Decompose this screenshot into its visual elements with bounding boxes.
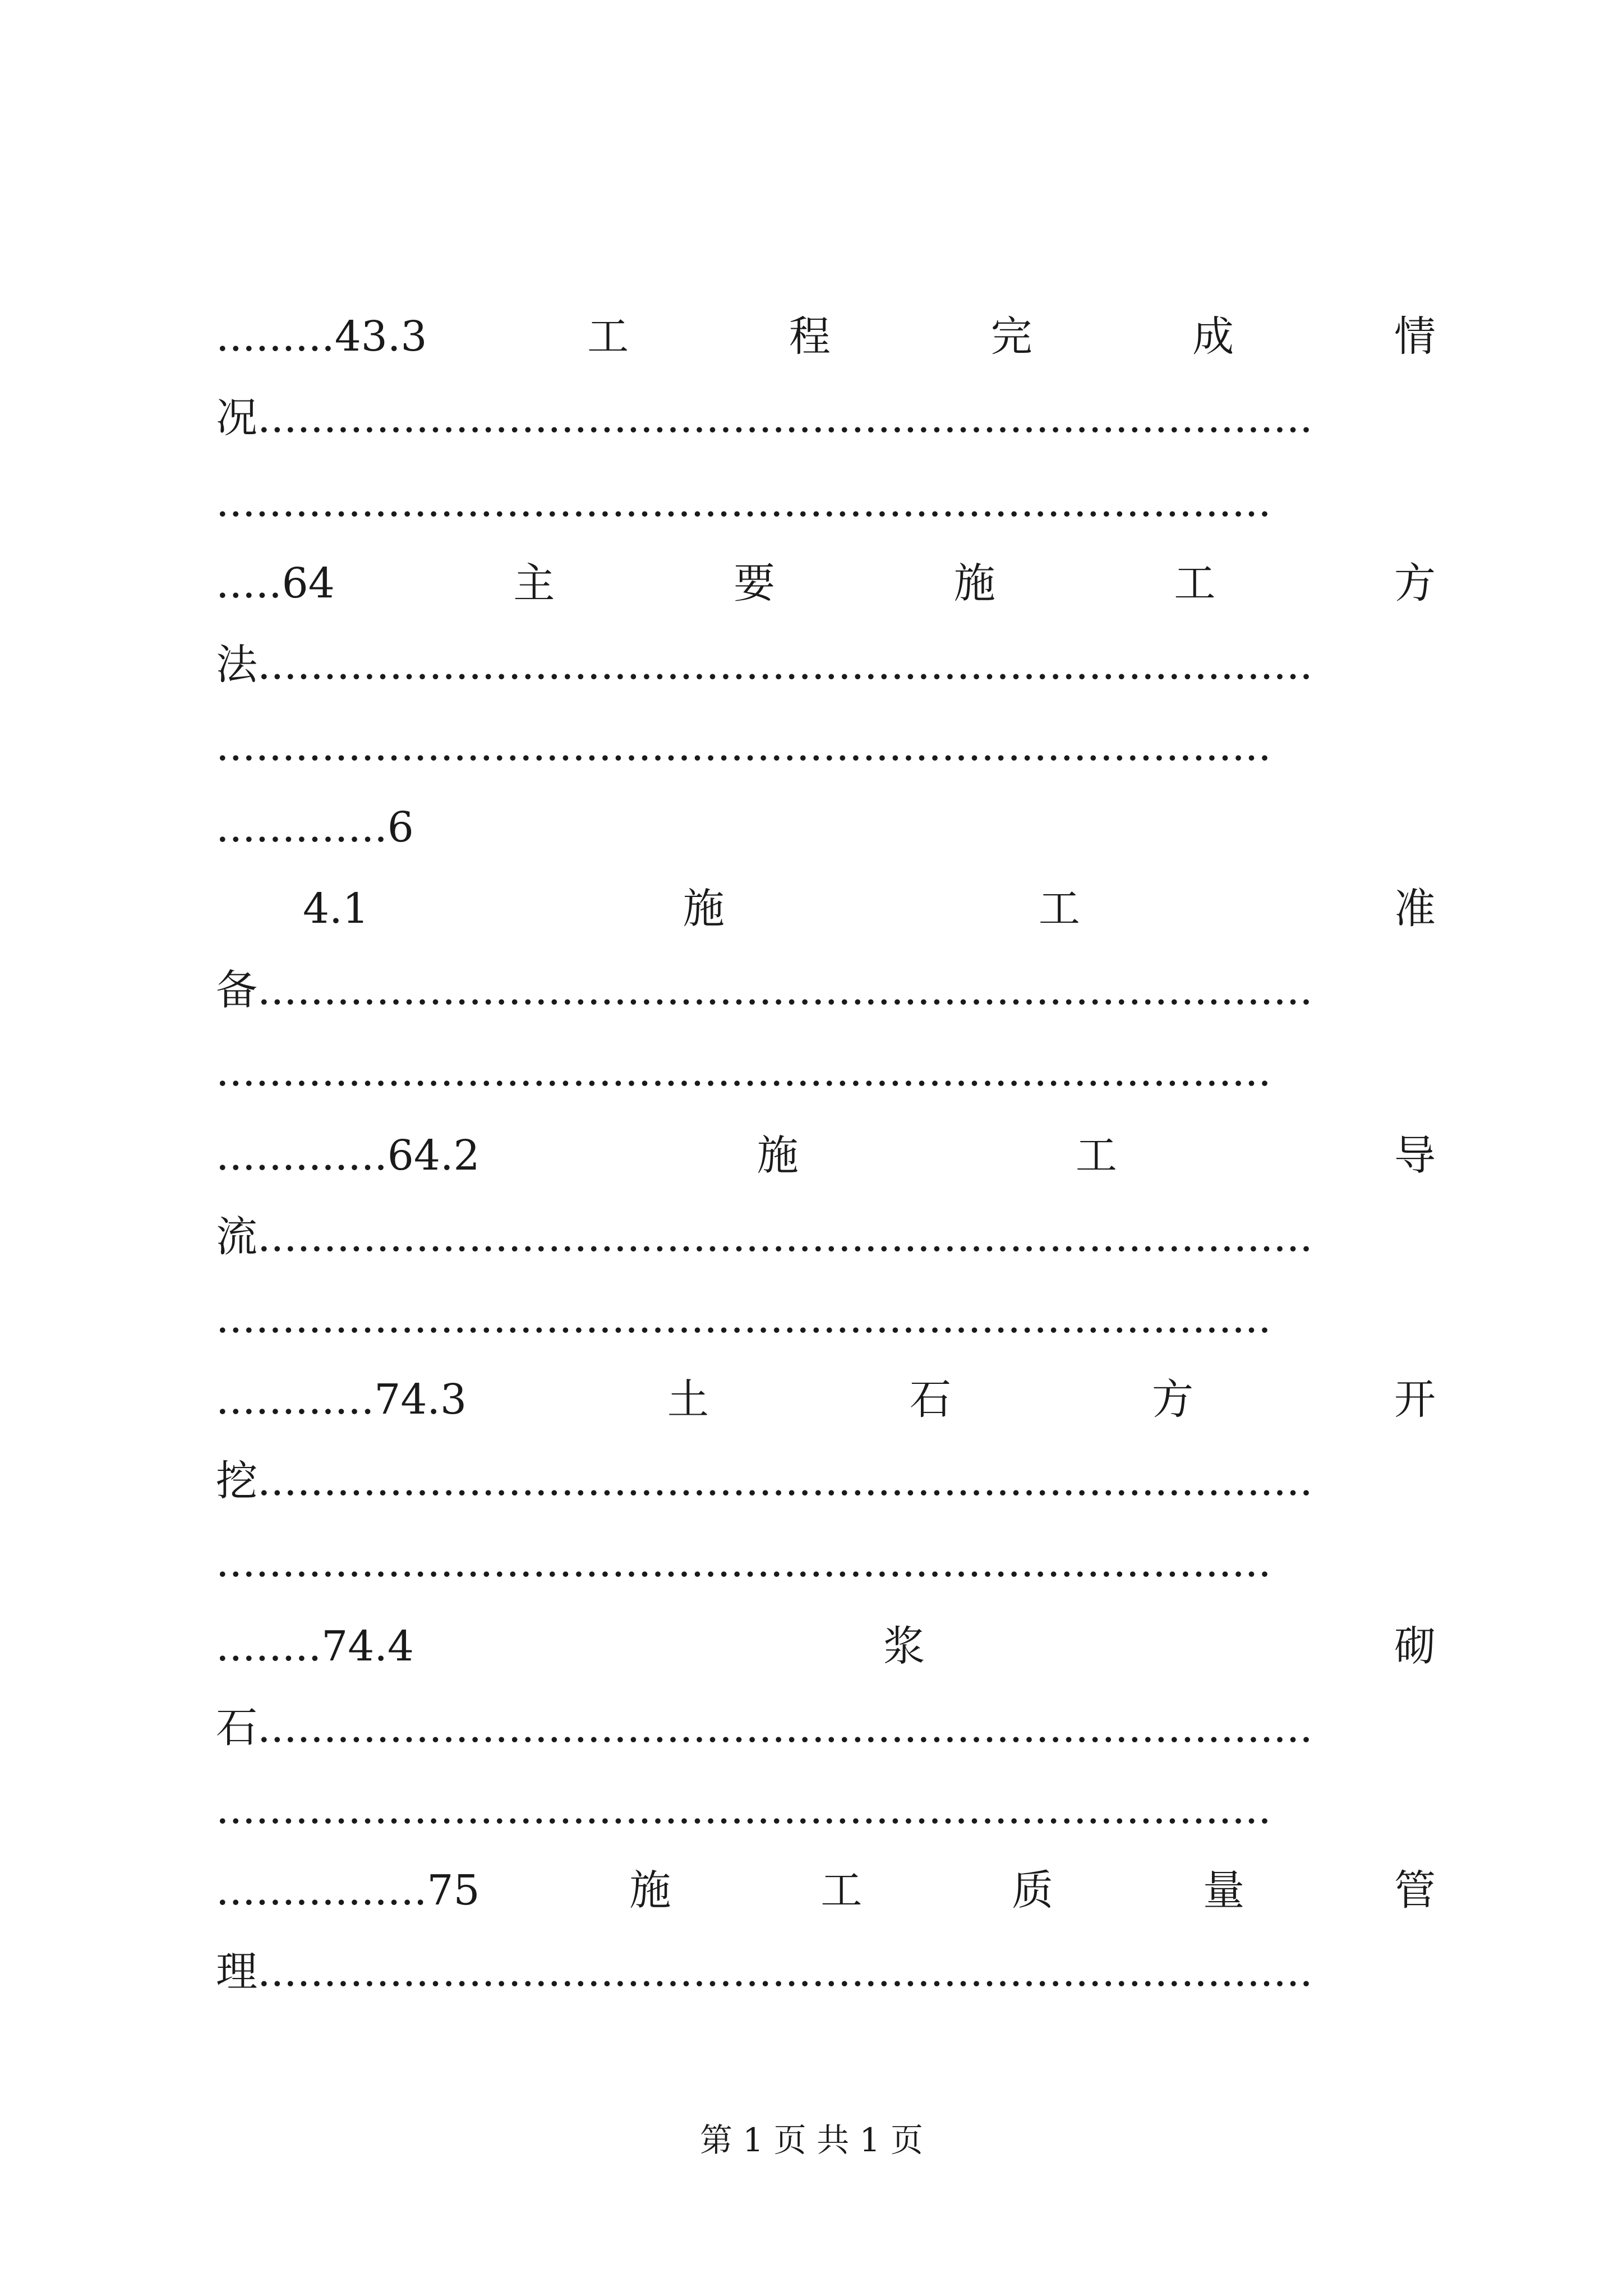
toc-line	[216, 959, 1436, 1021]
toc-line	[216, 1041, 1436, 1102]
toc-word: 要	[734, 559, 776, 608]
toc-word: 方	[1394, 559, 1436, 608]
toc-line	[216, 1778, 1436, 1840]
toc-line	[303, 878, 1436, 940]
dot-leader: ................................................................................	[257, 1704, 1313, 1752]
toc-word: 工	[1038, 885, 1080, 933]
toc-lead: ................75	[216, 1866, 480, 1915]
toc-word: 砌	[1394, 1622, 1436, 1671]
toc-word: 完	[990, 312, 1032, 361]
dot-leader: ................................................................................	[257, 1457, 1313, 1505]
toc-line	[216, 1531, 1436, 1593]
toc-line	[216, 1125, 1436, 1186]
toc-start: 况	[216, 394, 257, 442]
toc-word: 管	[1394, 1866, 1436, 1915]
toc-line	[216, 715, 1436, 777]
toc-word: 施	[683, 885, 725, 933]
toc-word: 工	[1174, 559, 1216, 608]
toc-line	[216, 634, 1436, 696]
toc-lead: .....64	[216, 559, 335, 608]
toc-line	[216, 387, 1436, 449]
toc-word: 施	[629, 1866, 671, 1915]
toc-word: 浆	[883, 1622, 925, 1671]
toc-start: 备	[216, 966, 257, 1014]
toc-start: 理	[216, 1948, 257, 1996]
toc-word: 程	[789, 312, 831, 361]
toc-word: 准	[1394, 885, 1436, 933]
toc-lead: .............64.2	[216, 1131, 480, 1180]
toc-line	[216, 1369, 1436, 1430]
dot-leader: ................................................................................	[257, 641, 1313, 689]
dot-leader: ................................................................................	[216, 1538, 1271, 1586]
toc-word: 石	[910, 1375, 952, 1424]
toc-word: 主	[513, 559, 555, 608]
toc-start: 法	[216, 641, 257, 689]
toc-word: 施	[757, 1131, 799, 1180]
toc-word: 开	[1394, 1375, 1436, 1424]
toc-lead: 4.1	[303, 885, 369, 933]
toc-line	[216, 553, 1436, 614]
toc-word: 土	[667, 1375, 709, 1424]
toc-word: 成	[1192, 312, 1234, 361]
toc-word: 工	[1075, 1131, 1117, 1180]
toc-word: 方	[1152, 1375, 1193, 1424]
dot-leader: ................................................................................	[257, 1213, 1313, 1261]
toc-line	[216, 1616, 1436, 1677]
dot-leader: ................................................................................	[257, 1948, 1313, 1996]
dot-leader: ................................................................................	[216, 1294, 1271, 1342]
page-footer: 第 1 页 共 1 页	[700, 2121, 923, 2159]
dot-leader: ................................................................................	[216, 478, 1271, 526]
toc-word: 情	[1394, 312, 1436, 361]
toc-line	[216, 797, 1436, 858]
toc-word: 导	[1394, 1131, 1436, 1180]
toc-line	[216, 1941, 1436, 2003]
toc-line	[216, 1287, 1436, 1349]
toc-line	[216, 1206, 1436, 1268]
dot-leader: ................................................................................	[216, 1785, 1271, 1833]
toc-start: 挖	[216, 1457, 257, 1505]
dot-leader: ................................................................................	[216, 722, 1271, 770]
toc-word: 量	[1203, 1866, 1245, 1915]
toc-word: 质	[1012, 1866, 1054, 1915]
toc-lead: .........43.3	[216, 312, 427, 361]
toc-lead: ........74.4	[216, 1622, 414, 1671]
dot-leader: ................................................................................	[216, 1047, 1271, 1096]
toc-line	[216, 1697, 1436, 1759]
toc-start: 流	[216, 1213, 257, 1261]
toc-line	[216, 1450, 1436, 1512]
dot-leader: ................................................................................	[257, 394, 1313, 442]
toc-word: 工	[587, 312, 629, 361]
toc-lead: ............74.3	[216, 1375, 467, 1424]
toc-text: .............6	[216, 803, 414, 852]
toc-word: 施	[953, 559, 995, 608]
toc-line	[216, 306, 1436, 367]
toc-line	[216, 471, 1436, 533]
toc-start: 石	[216, 1704, 257, 1752]
dot-leader: ................................................................................	[257, 966, 1313, 1014]
toc-word: 工	[820, 1866, 863, 1915]
toc-line	[216, 1860, 1436, 1921]
